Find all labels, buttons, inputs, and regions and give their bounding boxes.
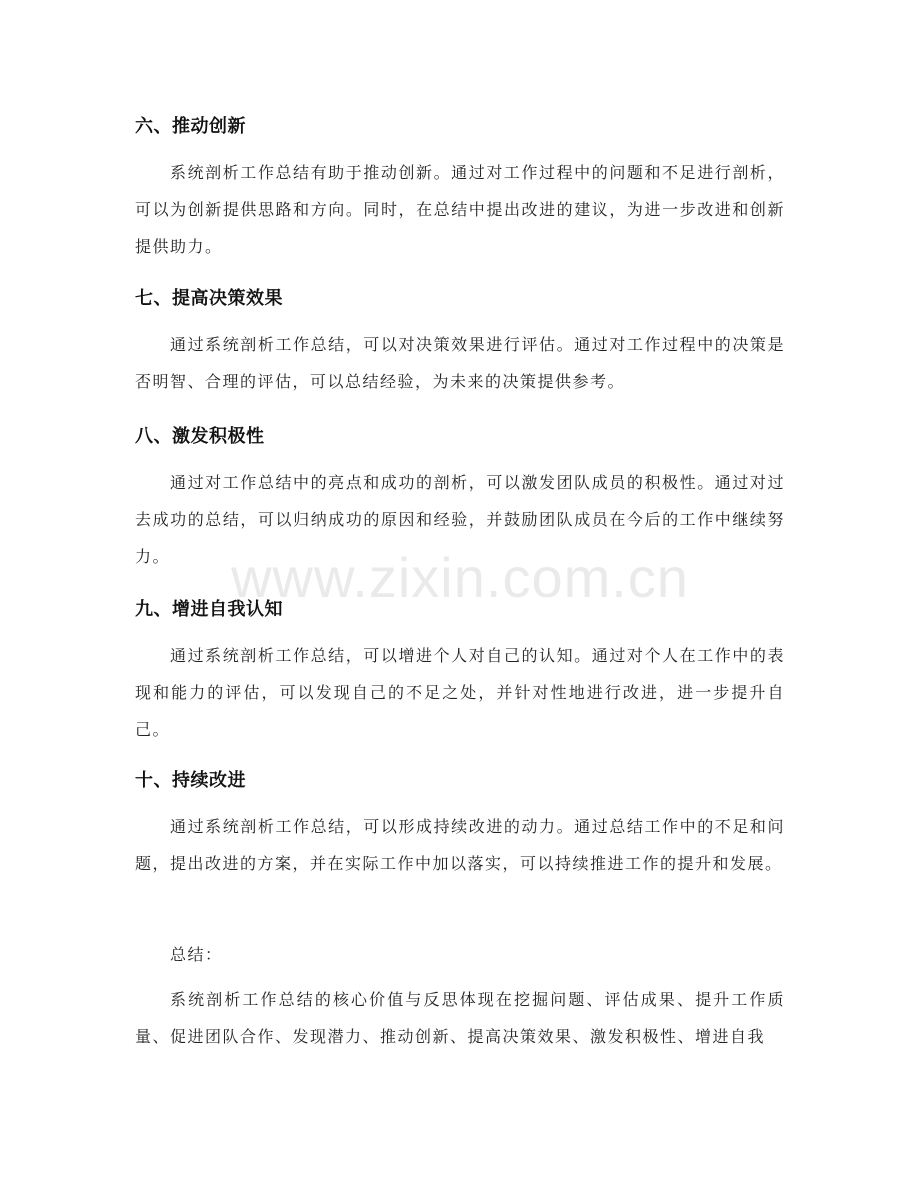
- watermark: www.zixin.com.cn: [231, 546, 689, 609]
- section-title: 十、持续改进: [135, 770, 246, 791]
- section-paragraph: 通过系统剖析工作总结，可以增进个人对自己的认知。通过对个人在工作中的表现和能力的评估，可以发现自己的不足之处，并针对性地进行改进，进一步提升自己。: [135, 646, 785, 739]
- section-paragraph: 通过系统剖析工作总结，可以形成持续改进的动力。通过总结工作中的不足和问题，提出改进的方案，并在实际工作中加以落实，可以持续推进工作的提升和发展。: [135, 817, 785, 873]
- section-paragraph: 系统剖析工作总结有助于推动创新。通过对工作过程中的问题和不足进行剖析，可以为创新提供思路和方向。同时，在总结中提出改进的建议，为进一步改进和创新提供助力。: [135, 163, 785, 256]
- summary-paragraph: 系统剖析工作总结的核心价值与反思体现在挖掘问题、评估成果、提升工作质量、促进团队合作、发现潜力、推动创新、提高决策效果、激发积极性、增进自我: [135, 990, 785, 1046]
- section-title: 六、推动创新: [135, 116, 246, 137]
- summary-label: 总结：: [170, 945, 223, 964]
- section-title: 八、激发积极性: [135, 426, 265, 447]
- section-title: 九、增进自我认知: [135, 599, 283, 620]
- section-title: 七、提高决策效果: [135, 288, 283, 309]
- section-paragraph: 通过系统剖析工作总结，可以对决策效果进行评估。通过对工作过程中的决策是否明智、合理的评估，可以总结经验，为未来的决策提供参考。: [135, 335, 785, 391]
- section-paragraph: 通过对工作总结中的亮点和成功的剖析，可以激发团队成员的积极性。通过对过去成功的总结，可以归纳成功的原因和经验，并鼓励团队成员在今后的工作中继续努力。: [135, 473, 785, 566]
